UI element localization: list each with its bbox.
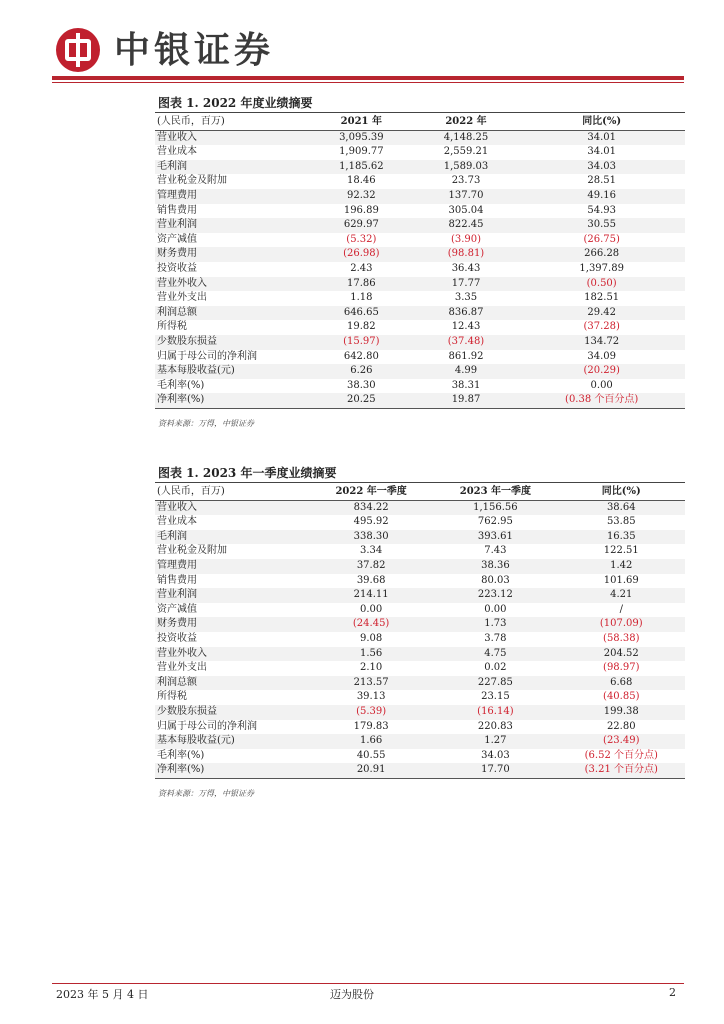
cell-value: 199.38 [558,705,685,720]
row-label: 营业税金及附加 [157,175,227,187]
row-label: 基本每股收益(元) [155,364,309,379]
row-label: 管理费用 [155,559,309,574]
table-row [155,306,685,321]
table-row [155,661,685,676]
row-label: 营业外收入 [155,647,309,662]
cell-value: 1.73 [433,617,557,632]
table-row [155,500,685,515]
row-label: 营业收入 [155,500,309,515]
table-row [155,690,685,705]
table-row [155,218,685,233]
table-row [155,247,685,262]
cell-value: 34.03 [518,160,685,175]
cell-value: 122.51 [603,545,639,557]
cell-value: 1.66 [309,734,433,749]
cell-value: (5.32) [346,233,377,245]
cell-value: 1.42 [558,559,685,574]
cell-value: 861.92 [448,350,484,362]
cell-value: 1.56 [309,647,433,662]
table-row [155,277,685,292]
table-row [155,174,685,189]
cell-value: (16.14) [433,705,557,720]
cell-value: (26.98) [309,247,414,262]
row-label: 营业利润 [155,218,309,233]
row-label: 营业成本 [157,146,197,158]
row-label: 资产减值 [157,603,197,615]
row-label: 少数股东损益 [155,335,309,350]
cell-value: (24.45) [309,617,433,632]
cell-value: 37.82 [309,559,433,574]
column-header: 2021 年 [309,115,414,130]
column-header: 同比(%) [518,115,685,130]
table-row [155,544,685,559]
cell-value: / [619,603,623,615]
cell-value: 220.83 [477,720,513,732]
row-label: 归属于母公司的净利润 [157,350,257,362]
row-label: 净利率(%) [155,763,309,778]
cell-value: 2,559.21 [443,146,489,158]
cell-value: 836.87 [414,306,519,321]
row-label: 所得税 [157,321,187,333]
table-row [155,676,685,691]
table-row [155,763,685,778]
cell-value: 196.89 [343,204,379,216]
footer-rule [52,983,684,984]
cell-value: 4.75 [433,647,557,662]
cell-value: (23.49) [558,734,685,749]
cell-value: 12.43 [451,321,481,333]
cell-value: 19.82 [347,321,376,333]
cell-value: 642.80 [343,350,379,362]
cell-value: (0.50) [518,277,685,292]
cell-value: 3,095.39 [309,130,414,145]
cell-value: 227.85 [433,676,557,691]
cell-value: 1,156.56 [433,500,557,515]
cell-value: 17.77 [414,277,519,292]
cell-value: 34.01 [587,146,616,158]
cell-value: 646.65 [309,306,414,321]
cell-value: 20.91 [309,763,433,778]
table-row [155,588,685,603]
cell-value: (37.48) [414,335,519,350]
cell-value: 1,909.77 [339,146,384,158]
cell-value: 38.36 [433,559,557,574]
cell-value: 30.55 [518,218,685,233]
row-label: 销售费用 [157,204,197,216]
row-label: 营业利润 [155,588,309,603]
cell-value: 338.30 [309,530,433,545]
table-2 [155,485,685,779]
row-label: 营业外支出 [157,662,207,674]
table-row [155,379,685,394]
cell-value: 36.43 [451,262,481,274]
cell-value: 40.55 [356,749,386,761]
cell-value: 34.09 [587,350,616,362]
cell-value: (15.97) [309,335,414,350]
cell-value: 305.04 [448,204,484,216]
table-row [155,720,685,735]
table-row [155,233,685,248]
row-label: 资产减值 [157,233,197,245]
table-row [155,515,685,530]
cell-value: 822.45 [414,218,519,233]
cell-value: 762.95 [477,516,513,528]
cell-value: 1,397.89 [579,262,624,274]
cell-value: 92.32 [309,189,414,204]
footer-company: 迈为股份 [330,988,374,1001]
cell-value: 38.30 [347,379,376,391]
table-row [155,734,685,749]
row-label: 营业收入 [155,130,309,145]
table-row [155,204,685,219]
cell-value: 182.51 [584,292,620,304]
cell-value: 0.00 [590,379,613,391]
header-rule [52,76,684,80]
cell-value: (3.21 个百分点) [558,763,685,778]
table-row [155,647,685,662]
table-row [155,160,685,175]
table-row [155,145,685,160]
cell-value: (107.09) [558,617,685,632]
table-row [155,350,685,365]
cell-value: 17.70 [433,763,557,778]
row-label: 投资收益 [157,262,197,274]
cell-value: 16.35 [558,530,685,545]
header-rule-thin [52,82,684,83]
table-row [155,262,685,277]
cell-value: (0.38 个百分点) [518,393,685,408]
table-row [155,189,685,204]
cell-value: 204.52 [558,647,685,662]
row-label: 营业外支出 [157,292,207,304]
table-row [155,632,685,647]
table-1-title: 图表 1. 2022 年度业绩摘要 [158,96,313,110]
row-label: 少数股东损益 [155,705,309,720]
cell-value: 0.00 [484,603,507,615]
cell-value: 179.83 [353,720,389,732]
cell-value: (26.75) [583,233,620,245]
row-label: 营业成本 [157,516,197,528]
table-row [155,393,685,408]
cell-value: (6.52 个百分点) [584,749,658,761]
row-label: 基本每股收益(元) [155,734,309,749]
row-label: 投资收益 [157,632,197,644]
cell-value: 2.43 [350,262,373,274]
table-row [155,705,685,720]
table-row [155,291,685,306]
page-header [52,24,684,80]
cell-value: 137.70 [414,189,519,204]
cell-value: 4,148.25 [414,130,519,145]
cell-value: 3.35 [454,292,478,304]
cell-value: 1,589.03 [414,160,519,175]
cell-value: 629.97 [309,218,414,233]
cell-value: 19.87 [414,393,519,408]
bank-logo-icon [56,28,100,72]
row-label: 归属于母公司的净利润 [157,720,257,732]
cell-value: (20.29) [518,364,685,379]
cell-value: 38.31 [451,379,481,391]
column-header: 2023 年一季度 [433,485,557,500]
row-label: 销售费用 [157,574,197,586]
table-1-body [155,130,685,408]
cell-value: 34.01 [518,130,685,145]
cell-value: 39.13 [356,691,386,703]
row-label: 所得税 [157,691,187,703]
cell-value: 834.22 [309,500,433,515]
table-row [155,574,685,589]
footer-date: 2023 年 5 月 4 日 [56,988,149,1001]
table-row [155,749,685,764]
table-2-title: 图表 1. 2023 年一季度业绩摘要 [158,466,337,480]
cell-value: 54.93 [587,204,616,216]
cell-value: 39.68 [356,574,386,586]
table-2-body [155,500,685,778]
cell-value: 9.08 [360,632,383,644]
row-label: 毛利润 [155,530,309,545]
cell-value: 23.15 [481,691,510,703]
table-1 [155,115,685,409]
table-row [155,320,685,335]
row-label: 管理费用 [155,189,309,204]
cell-value: 266.28 [518,247,685,262]
table-row [155,335,685,350]
cell-value: 29.42 [518,306,685,321]
cell-value: 3.34 [360,545,383,557]
table-row [155,530,685,545]
cell-value: 393.61 [433,530,557,545]
row-label: 净利率(%) [155,393,309,408]
cell-value: 1.18 [350,292,373,304]
cell-value: 49.16 [518,189,685,204]
row-label: 毛利率(%) [157,749,205,761]
cell-value: 17.86 [309,277,414,292]
cell-value: 134.72 [518,335,685,350]
table-row [155,559,685,574]
row-label: 财务费用 [155,617,309,632]
column-header: 2022 年一季度 [309,485,433,500]
cell-value: 6.26 [309,364,414,379]
cell-value: (98.81) [414,247,519,262]
row-label: 营业税金及附加 [157,545,227,557]
cell-value: 214.11 [309,588,433,603]
cell-value: (5.39) [309,705,433,720]
cell-value: 23.73 [451,175,481,187]
table-row [155,364,685,379]
cell-value: 28.51 [587,175,616,187]
table-1-title-rule [155,112,685,113]
row-label: 财务费用 [155,247,309,262]
page-number: 2 [669,986,676,999]
table-1-source: 资料来源：万得，中银证券 [158,419,254,428]
cell-value: (58.38) [603,632,640,644]
cell-value: 3.78 [484,632,507,644]
cell-value: (3.90) [450,233,482,245]
cell-value: 20.25 [309,393,414,408]
table-2-title-rule [155,482,685,483]
row-label: 毛利润 [155,160,309,175]
row-label: 利润总额 [155,306,309,321]
cell-value: 101.69 [603,574,639,586]
cell-value: 22.80 [606,720,636,732]
cell-value: 1.27 [433,734,557,749]
cell-value: 1,185.62 [309,160,414,175]
column-header: 2022 年 [414,115,519,130]
cell-value: 80.03 [481,574,510,586]
cell-value: (40.85) [603,691,640,703]
cell-value: 6.68 [558,676,685,691]
row-label: 毛利率(%) [157,379,205,391]
cell-value: (98.97) [603,662,640,674]
row-label: 营业外收入 [155,277,309,292]
table-2-source: 资料来源：万得，中银证券 [158,789,254,798]
brand-name: 中银证券 [114,29,275,71]
column-header: (人民币，百万) [155,485,309,500]
table-row [155,130,685,145]
table-row [155,617,685,632]
cell-value: 38.64 [558,500,685,515]
column-header: 同比(%) [558,485,685,500]
cell-value: 223.12 [433,588,557,603]
cell-value: 18.46 [347,175,376,187]
cell-value: 7.43 [484,545,507,557]
cell-value: 4.21 [558,588,685,603]
cell-value: 495.92 [353,516,389,528]
cell-value: 2.10 [360,662,383,674]
column-header: (人民币，百万) [155,115,309,130]
cell-value: 34.03 [481,749,510,761]
cell-value: 0.00 [360,603,383,615]
cell-value: (37.28) [583,321,620,333]
cell-value: 4.99 [414,364,519,379]
table-row [155,603,685,618]
cell-value: 53.85 [606,516,636,528]
cell-value: 0.02 [484,662,507,674]
row-label: 利润总额 [155,676,309,691]
cell-value: 213.57 [309,676,433,691]
